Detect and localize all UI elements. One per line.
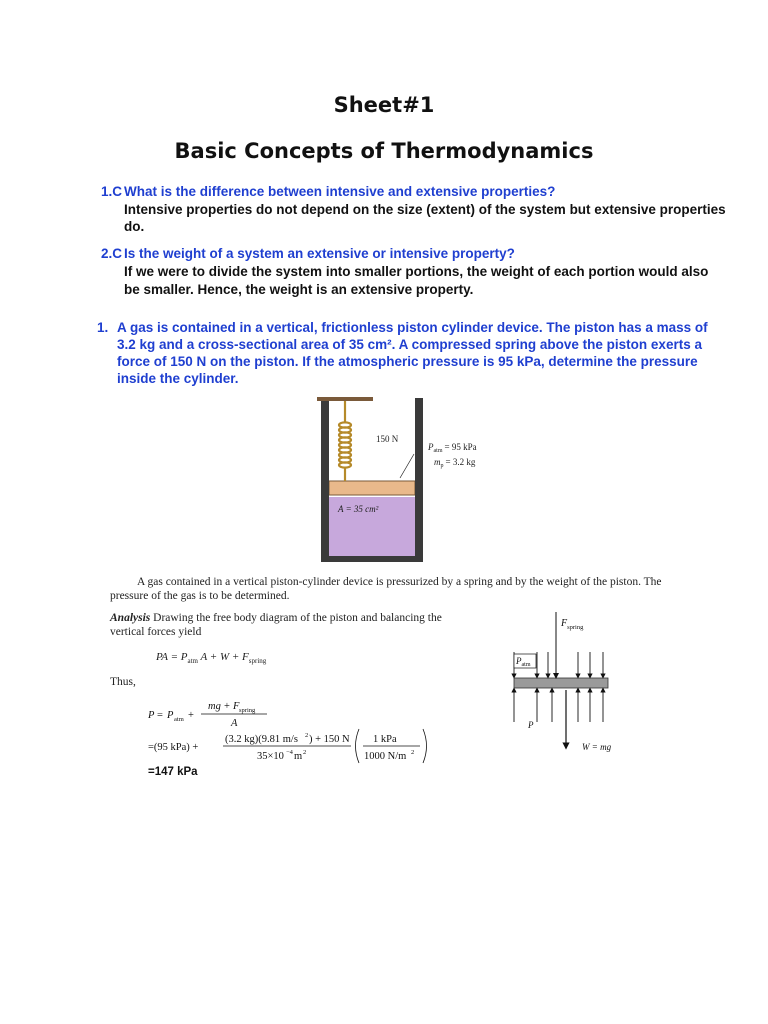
page-title: Basic Concepts of Thermodynamics — [174, 139, 594, 163]
answer-1c-line2: do. — [124, 219, 145, 234]
svg-text:m: m — [294, 751, 303, 762]
mp-label: $m_p = 3.2$ kg — [434, 457, 476, 469]
problem-number-1: 1. — [97, 320, 109, 335]
svg-text:1000 N/m: 1000 N/m — [364, 751, 407, 762]
analysis-text: Drawing the free body diagram of the piston and balancing the — [150, 612, 442, 624]
svg-text:+: + — [188, 710, 194, 721]
piston — [329, 481, 415, 495]
fbd-piston — [514, 678, 608, 688]
analysis-line1 — [110, 612, 442, 624]
patm-fbd-label: $P_{atm}$ — [516, 656, 531, 668]
intro-line2: pressure of the gas is to be determined. — [110, 590, 290, 602]
problem-1-line2: 3.2 kg and a cross-sectional area of 35 cm². A compressed spring above the piston exerts a — [117, 337, 702, 352]
free-body-diagram — [500, 610, 630, 760]
svg-text:) + 150 N: ) + 150 N — [309, 734, 350, 745]
cylinder-right-wall — [415, 398, 423, 562]
p-fbd-label: P — [528, 720, 534, 730]
svg-text:(3.2 kg)(9.81 m/s: (3.2 kg)(9.81 m/s — [225, 734, 298, 745]
piston-cylinder-figure — [300, 392, 500, 564]
svg-text:2: 2 — [411, 749, 415, 756]
analysis-line2: vertical forces yield — [110, 626, 202, 638]
thus-label: Thus, — [110, 676, 136, 688]
intro-line1: A gas contained in a vertical piston-cylinder device is pressurized by a spring and by the weight of the piston. The — [137, 576, 662, 588]
svg-text:+: + — [224, 701, 230, 712]
spring — [339, 401, 351, 481]
problem-1-line1: A gas is contained in a vertical, frictionless piston cylinder device. The piston has a mass of — [117, 320, 708, 335]
svg-text:35×10: 35×10 — [257, 751, 284, 762]
p-arrows — [514, 690, 603, 722]
question-1c: What is the difference between intensive and extensive properties? — [124, 184, 556, 199]
spring-force-label: 150 N — [376, 434, 399, 444]
svg-text:2: 2 — [303, 749, 307, 756]
analysis-label: Analysis — [110, 612, 151, 624]
label-leader — [400, 454, 414, 478]
answer-2c-line1: If we were to divide the system into smaller portions, the weight of each portion would also — [124, 264, 709, 279]
sheet-title: Sheet#1 — [333, 93, 435, 117]
svg-text:2: 2 — [305, 732, 309, 739]
svg-text:F: F — [233, 701, 240, 712]
equation-1: PA = $P_{atm}$ $A + W + F_{spring}$ — [156, 651, 267, 666]
question-2c: Is the weight of a system an extensive or intensive property? — [124, 246, 515, 261]
svg-text:spring: spring — [239, 707, 256, 714]
question-number-2c: 2.C — [101, 246, 123, 261]
svg-text:=: = — [157, 710, 163, 721]
question-number-1c: 1.C — [101, 184, 123, 199]
fspring-label: $F_{spring}$ — [561, 618, 584, 631]
cylinder-left-wall — [321, 398, 329, 562]
svg-text:=(95 kPa) +: =(95 kPa) + — [148, 742, 199, 753]
weight-label: W = mg — [582, 742, 612, 752]
svg-text:atm: atm — [174, 716, 184, 723]
answer-2c-line2: be smaller. Hence, the weight is an extensive property. — [124, 282, 474, 297]
result: =147 kPa — [148, 766, 198, 778]
cylinder-bottom — [321, 556, 423, 562]
area-label: A = 35 cm² — [338, 504, 379, 514]
svg-text:−4: −4 — [286, 749, 293, 756]
problem-1-line3: force of 150 N on the piston. If the atmospheric pressure is 95 kPa, determine the pressure — [117, 354, 698, 369]
patm-label: $P_{atm} = 95$ kPa — [428, 442, 477, 454]
svg-text:A: A — [231, 718, 238, 729]
svg-text:P: P — [167, 710, 174, 721]
svg-text:1 kPa: 1 kPa — [373, 734, 397, 745]
svg-text:mg: mg — [208, 701, 221, 712]
solution-equation — [145, 695, 435, 767]
spring-mount — [317, 397, 373, 401]
answer-1c-line1: Intensive properties do not depend on the size (extent) of the system but extensive properties — [124, 202, 726, 217]
problem-1-line4: inside the cylinder. — [117, 371, 239, 386]
svg-text:P: P — [148, 710, 155, 721]
